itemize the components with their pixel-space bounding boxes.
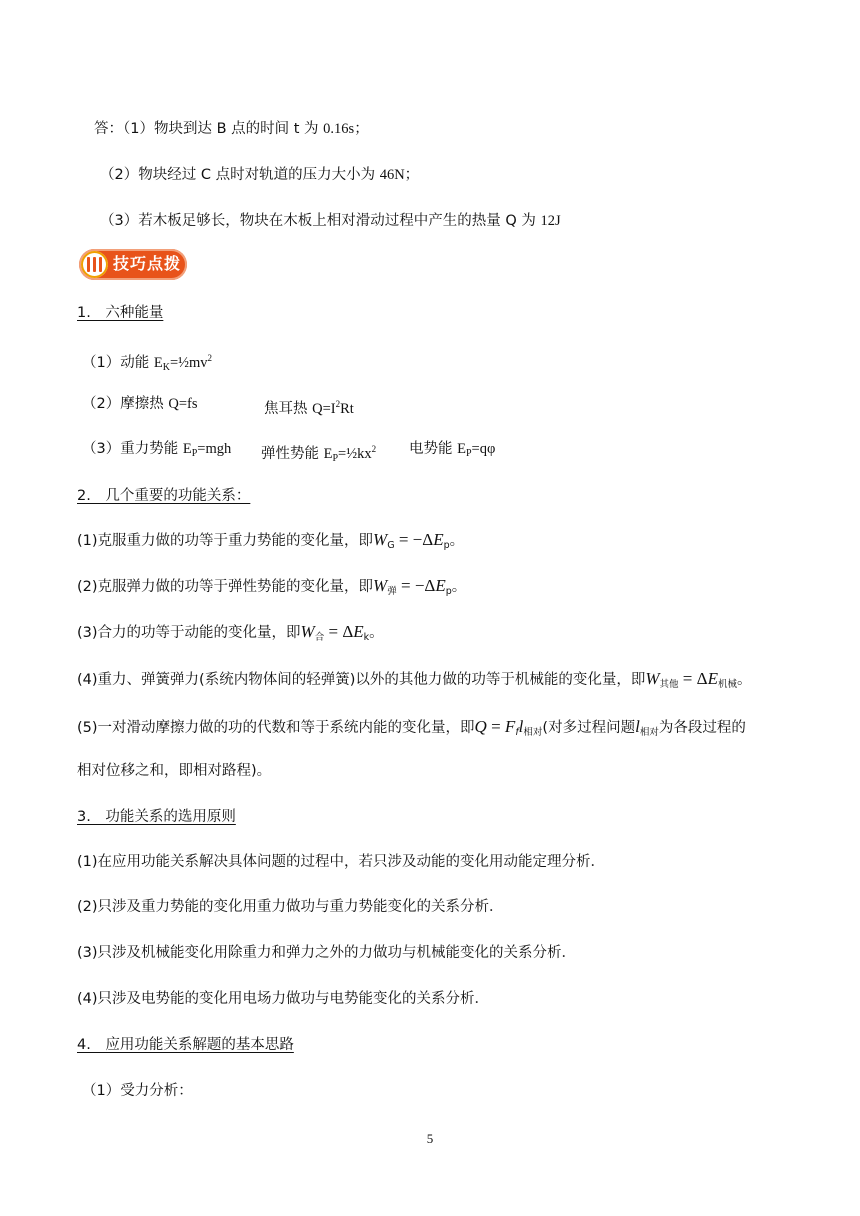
relation-text: (4)重力、弹簧弹力(系统内物体间的轻弹簧)以外的其他力做的功等于机械能的变化量，即 (77, 672, 646, 688)
relation-formula: $W_合 = \Delta E_k$ (300, 622, 370, 643)
formula-text: =½mv (169, 354, 208, 371)
item-label: （3）重力势能 (82, 441, 183, 457)
answer-text: （3）若木板足够长，物块在木板上相对滑动过程中产生的热量 Q 为 (100, 213, 541, 229)
item-label: 弹性势能 (261, 445, 324, 462)
formula-superscript: 2 (371, 444, 377, 454)
principle-2: (2)只涉及重力势能的变化用重力做功与重力势能变化的关系分析． (77, 899, 504, 915)
relation-text: (1)克服重力做的功等于重力势能的变化量，即 (77, 533, 374, 549)
tips-badge (79, 249, 187, 280)
relation-5-continued: 相对位移之和，即相对路程)。 (77, 763, 272, 779)
relation-text: 为各段过程的 (658, 720, 746, 736)
punctuation: 。 (736, 672, 752, 688)
formula-symbol: E (153, 354, 163, 371)
formula-subscript: P (332, 452, 339, 464)
book-stack-icon (81, 251, 108, 278)
section-3-heading: 3. 功能关系的选用原则 (77, 809, 236, 825)
formula-superscript: 2 (207, 353, 213, 363)
energy-item-joule-heat (264, 394, 354, 419)
answer-value: 12J (540, 213, 561, 229)
relation-formula: $W_{其他} = \Delta E_{机械}$ (645, 669, 737, 690)
item-label: （2）摩擦热 (82, 396, 169, 412)
energy-item-electric-potential (409, 439, 495, 464)
punctuation: ； (354, 121, 369, 137)
answer-line-3 (100, 211, 561, 231)
item-label: 焦耳热 (264, 400, 313, 417)
item-label: （1）动能 (82, 354, 154, 371)
answer-text: （2）物块经过 C 点时对轨道的压力大小为 (100, 167, 380, 183)
relation-2 (77, 576, 466, 602)
principle-1: (1)在应用功能关系解决具体问题的过程中，若只涉及动能的变化用动能定理分析． (77, 854, 606, 870)
punctuation: ； (404, 167, 420, 183)
relation-text: (3)合力的功等于动能的变化量，即 (77, 625, 301, 641)
section-1-heading: 1. 六种能量 (77, 305, 164, 321)
punctuation: 。 (369, 625, 384, 641)
formula-text: =½kx (338, 445, 372, 462)
relation-3 (77, 622, 384, 648)
relation-formula: $Q = F_fl_{相对}$ (474, 717, 543, 738)
formula-symbol: E (457, 441, 466, 457)
energy-item-elastic-potential (261, 439, 376, 469)
relation-5 (77, 717, 746, 743)
relation-formula: $W_弹 = -\Delta E_p$ (373, 576, 452, 597)
relation-text: (对多过程问题 (542, 720, 636, 736)
badge-label: 技巧点拨 (113, 254, 182, 273)
energy-item-friction-heat (82, 394, 197, 414)
principle-4: (4)只涉及电势能的变化用电场力做功与电势能变化的关系分析． (77, 991, 490, 1007)
answer-text: 答：（1）物块到达 B 点的时间 t 为 (94, 121, 324, 137)
formula-symbol: E (323, 445, 333, 462)
energy-item-gravity-potential (82, 439, 231, 464)
formula-text: =qφ (471, 441, 496, 457)
principle-3: (3)只涉及机械能变化用除重力和弹力之外的力做功与机械能变化的关系分析． (77, 945, 577, 961)
relation-1 (77, 530, 464, 556)
punctuation: 。 (451, 579, 467, 595)
answer-line-2 (100, 165, 419, 185)
answer-value: 0.16s (323, 121, 355, 137)
relation-formula: $W_G = -\Delta E_p$ (373, 530, 450, 551)
page-number: 5 (426, 1131, 434, 1146)
formula-symbol: E (182, 441, 192, 457)
answer-value: 46N (379, 167, 405, 183)
formula-superscript: 2 (335, 399, 341, 409)
relation-text: (2)克服弹力做的功等于弹性势能的变化量，即 (77, 579, 374, 595)
relation-text: (5)一对滑动摩擦力做的功的代数和等于系统内能的变化量，即 (77, 720, 475, 736)
approach-step-1: （1）受力分析： (82, 1083, 193, 1099)
punctuation: 。 (449, 533, 465, 549)
answer-line-1 (94, 119, 369, 139)
formula-subscript: K (162, 361, 170, 373)
formula-subscript: P (465, 448, 472, 459)
formula-text: Q=fs (168, 396, 198, 412)
formula-text: Q=I (312, 400, 336, 417)
formula-text: Rt (340, 400, 354, 417)
section-4-heading: 4. 应用功能关系解题的基本思路 (77, 1037, 294, 1053)
energy-item-kinetic (82, 348, 212, 378)
relation-formula: $l_{相对}$ (635, 717, 659, 738)
section-2-heading: 2. 几个重要的功能关系： (77, 488, 251, 504)
formula-text: =mgh (197, 441, 232, 457)
formula-subscript: P (191, 448, 198, 459)
item-label: 电势能 (409, 441, 458, 457)
relation-4 (77, 669, 751, 695)
